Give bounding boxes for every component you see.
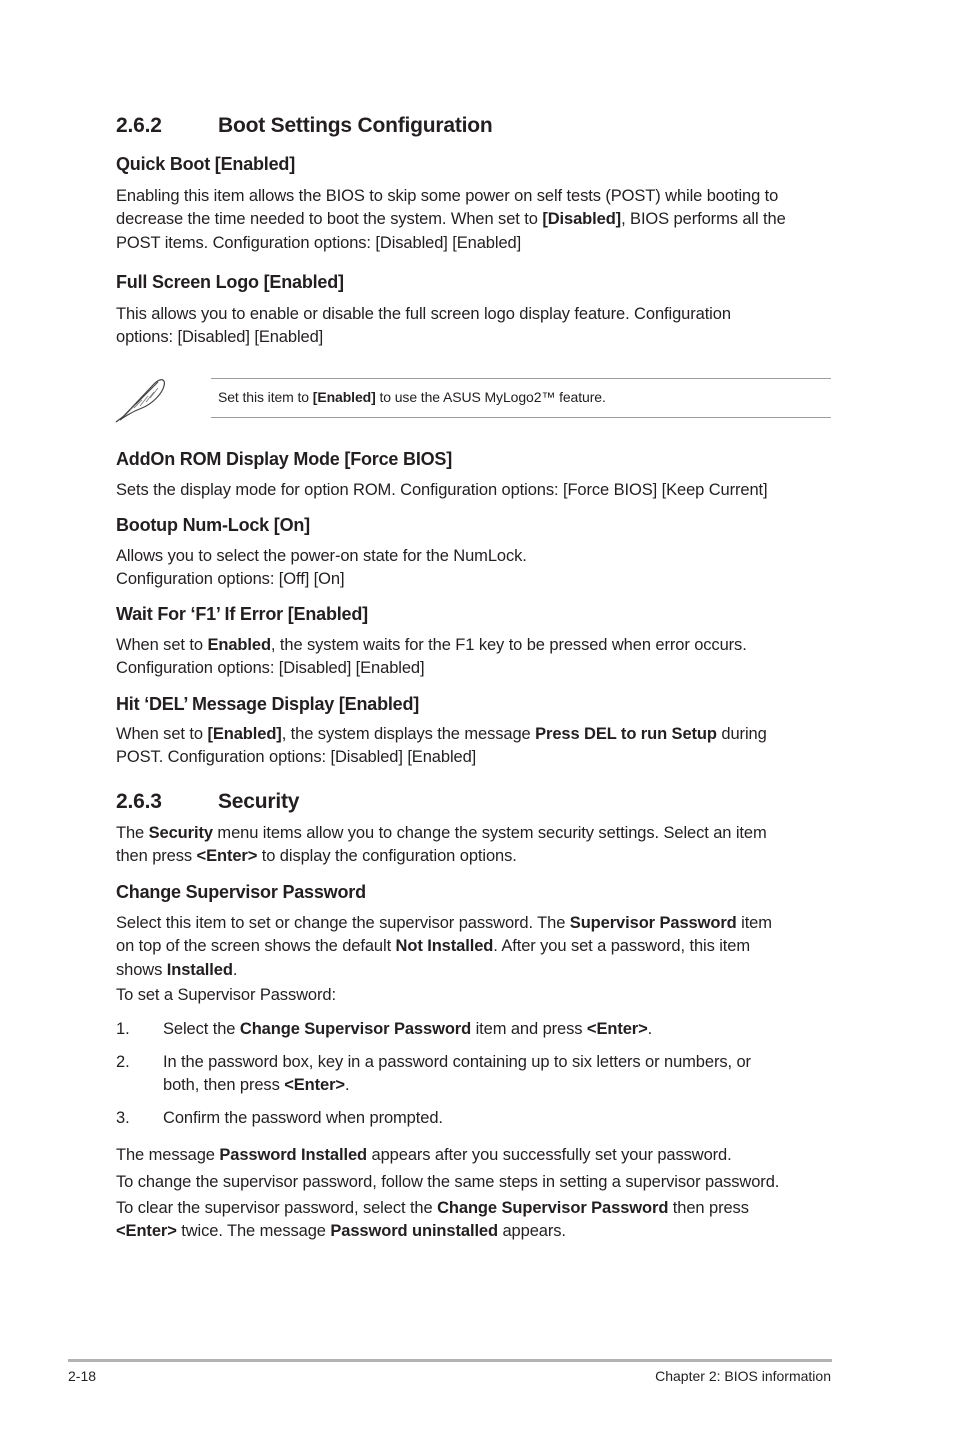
section-heading-2-6-2 (116, 114, 493, 138)
section-title: Boot Settings Configuration (218, 114, 493, 137)
section-title: Security (218, 790, 300, 813)
quick-boot-description: Enabling this item allows the BIOS to skip some power on self tests (POST) while booting to decrease the time needed to boot the system. When set to [Disabled], BIOS performs all the POST items. Configuration options: [Disabled] [Enabled] (116, 187, 786, 252)
section-number: 2.6.3 (116, 790, 162, 813)
numlock-description: Allows you to select the power-on state for the NumLock. Configuration options: [Off] [On] (116, 547, 527, 589)
csp-to-set: To set a Supervisor Password: (116, 986, 336, 1004)
quick-boot-heading: Quick Boot [Enabled] (116, 154, 296, 174)
csp-message: The message Password Installed appears after you successfully set your password. (116, 1146, 732, 1164)
section-number: 2.6.2 (116, 114, 162, 137)
hit-del-heading: Hit ‘DEL’ Message Display [Enabled] (116, 694, 420, 714)
wait-f1-heading: Wait For ‘F1’ If Error [Enabled] (116, 604, 368, 624)
note-text: Set this item to [Enabled] to use the ASUS MyLogo2™ feature. (218, 389, 606, 405)
footer-divider (68, 1359, 832, 1362)
csp-description: Select this item to set or change the supervisor password. The Supervisor Password item on top of the screen shows the default Not Installed. After you set a password, this item shows Installed. (116, 914, 772, 979)
csp-change: To change the supervisor password, follow the same steps in setting a supervisor password. (116, 1173, 780, 1191)
full-screen-logo-heading: Full Screen Logo [Enabled] (116, 272, 344, 292)
feather-pen-icon (114, 374, 170, 424)
note-box (211, 378, 831, 418)
addon-rom-heading: AddOn ROM Display Mode [Force BIOS] (116, 449, 453, 469)
section-heading-2-6-3 (116, 790, 299, 814)
change-supervisor-password-heading: Change Supervisor Password (116, 882, 366, 902)
csp-clear: To clear the supervisor password, select the Change Supervisor Password then press <Enter> twice. The message Password uninstalled appears. (116, 1199, 749, 1241)
page-number: 2-18 (68, 1368, 97, 1384)
wait-f1-description: When set to Enabled, the system waits for the F1 key to be pressed when error occurs. Configuration options: [Disabled] [Enabled] (116, 636, 747, 678)
full-screen-logo-description: This allows you to enable or disable the full screen logo display feature. Configuration options: [Disabled] [Enabled] (116, 305, 731, 347)
chapter-title: Chapter 2: BIOS information (655, 1368, 831, 1384)
hit-del-description: When set to [Enabled], the system displays the message Press DEL to run Setup during POST. Configuration options: [Disabled] [Enabled] (116, 725, 767, 767)
security-intro: The Security menu items allow you to change the system security settings. Select an item then press <Enter> to display the configuration options. (116, 824, 767, 866)
addon-rom-description: Sets the display mode for option ROM. Configuration options: [Force BIOS] [Keep Current] (116, 481, 768, 499)
numlock-heading: Bootup Num-Lock [On] (116, 515, 310, 535)
